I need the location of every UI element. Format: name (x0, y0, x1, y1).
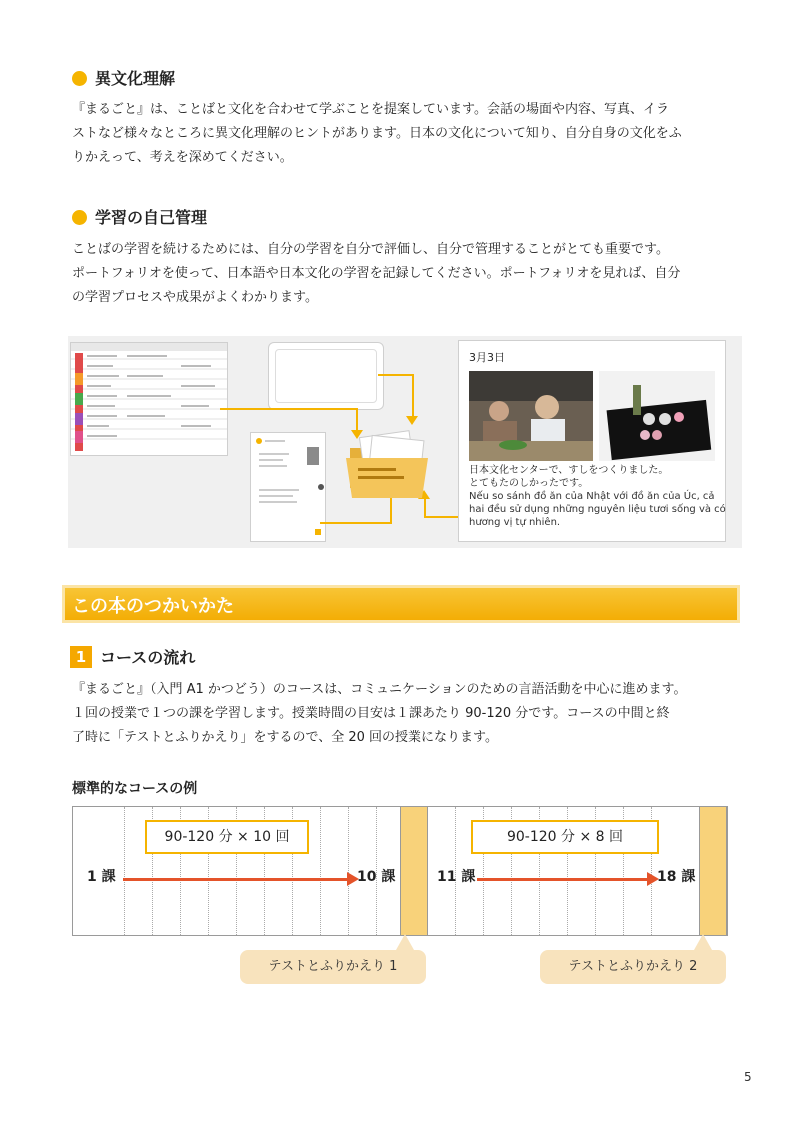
session-divider (348, 807, 349, 935)
form-image (251, 433, 325, 541)
callout-pointer-icon (694, 934, 712, 950)
portfolio-jp-text: 日本文化センターで、すしをつくりました。 とてもたのしかったです。 (469, 465, 669, 489)
connector-arrow-1 (220, 408, 358, 434)
page-number: 5 (744, 1070, 752, 1084)
section-banner (62, 585, 740, 623)
duration-box-2: 90-120 分 × 8 回 (471, 820, 659, 854)
portfolio-vi-text: Nếu so sánh đồ ăn của Nhật với đồ ăn của Úc, cả hai đều sử dụng những nguyên liệu tươi sống và có hương vị tự nhiên. (469, 491, 726, 528)
arrow-line-1 (123, 878, 349, 881)
lesson-end-2: 18 課 (657, 869, 696, 885)
lesson-start-1: 1 課 (87, 869, 116, 885)
banner-title: この本のつかいかた (72, 596, 234, 617)
lesson-start-2: 11 課 (437, 869, 476, 885)
sushi-class-photo (469, 371, 593, 461)
section-heading-self-management: 学習の自己管理 (72, 205, 207, 228)
callout-pointer-icon (396, 934, 414, 950)
sushi-plate-photo (599, 371, 715, 461)
spreadsheet-thumbnail (70, 342, 228, 456)
session-divider (320, 807, 321, 935)
intercultural-paragraph: 『まるごと』は、ことばと文化を合わせて学ぶことを提案しています。会話の場面や内容、写真、イラ ストなど様々なところに異文化理解のヒントがあります。日本の文化について知り、自分自身の文化をふ りかえって、考えを深めてください。 (72, 102, 682, 165)
test-callout-1: テストとふりかえり 1 (240, 950, 426, 984)
bullet-dot-icon (72, 71, 87, 86)
session-divider (124, 807, 125, 935)
course-timeline (72, 806, 728, 936)
connector-arrow-2 (378, 374, 414, 420)
course-flow-heading: コースの流れ (100, 648, 196, 667)
test-session-2 (699, 807, 727, 935)
arrow-line-2 (477, 878, 649, 881)
section-number-badge: 1 (70, 646, 92, 668)
course-example-heading: 標準的なコースの例 (72, 781, 198, 797)
section-heading-intercultural: 異文化理解 (72, 66, 175, 89)
folder-icon (344, 428, 436, 502)
lesson-end-1: 10 課 (357, 869, 396, 885)
portfolio-card (458, 340, 726, 542)
duration-box-1: 90-120 分 × 10 回 (145, 820, 309, 854)
test-callout-2: テストとふりかえり 2 (540, 950, 726, 984)
form-thumbnail (250, 432, 326, 542)
test-session-1 (400, 807, 428, 935)
course-flow-paragraph: 『まるごと』（入門 A1 かつどう）のコースは、コミュニケーションのための言語活動を中心に進めます。 １回の授業で１つの課を学習します。授業時間の目安は１課あたり 90-120 分です。コースの中間と終 了時に「テストとふりかえり」をするので、全 20 回の授業になります。 (72, 682, 687, 745)
self-management-paragraph: ことばの学習を続けるためには、自分の学習を自分で評価し、自分で管理することがとても重要です。 ポートフォリオを使って、日本語や日本文化の学習を記録してください。ポートフォリオを見れば、自分 の学習プロセスや成果がよくわかります。 (72, 242, 681, 305)
bullet-dot-icon (72, 210, 87, 225)
card-thumbnail (268, 342, 384, 410)
arrow-head-icon (406, 416, 418, 425)
card-inner-border (275, 349, 377, 403)
spreadsheet-image (71, 343, 227, 455)
portfolio-date: 3月3日 (469, 351, 505, 364)
